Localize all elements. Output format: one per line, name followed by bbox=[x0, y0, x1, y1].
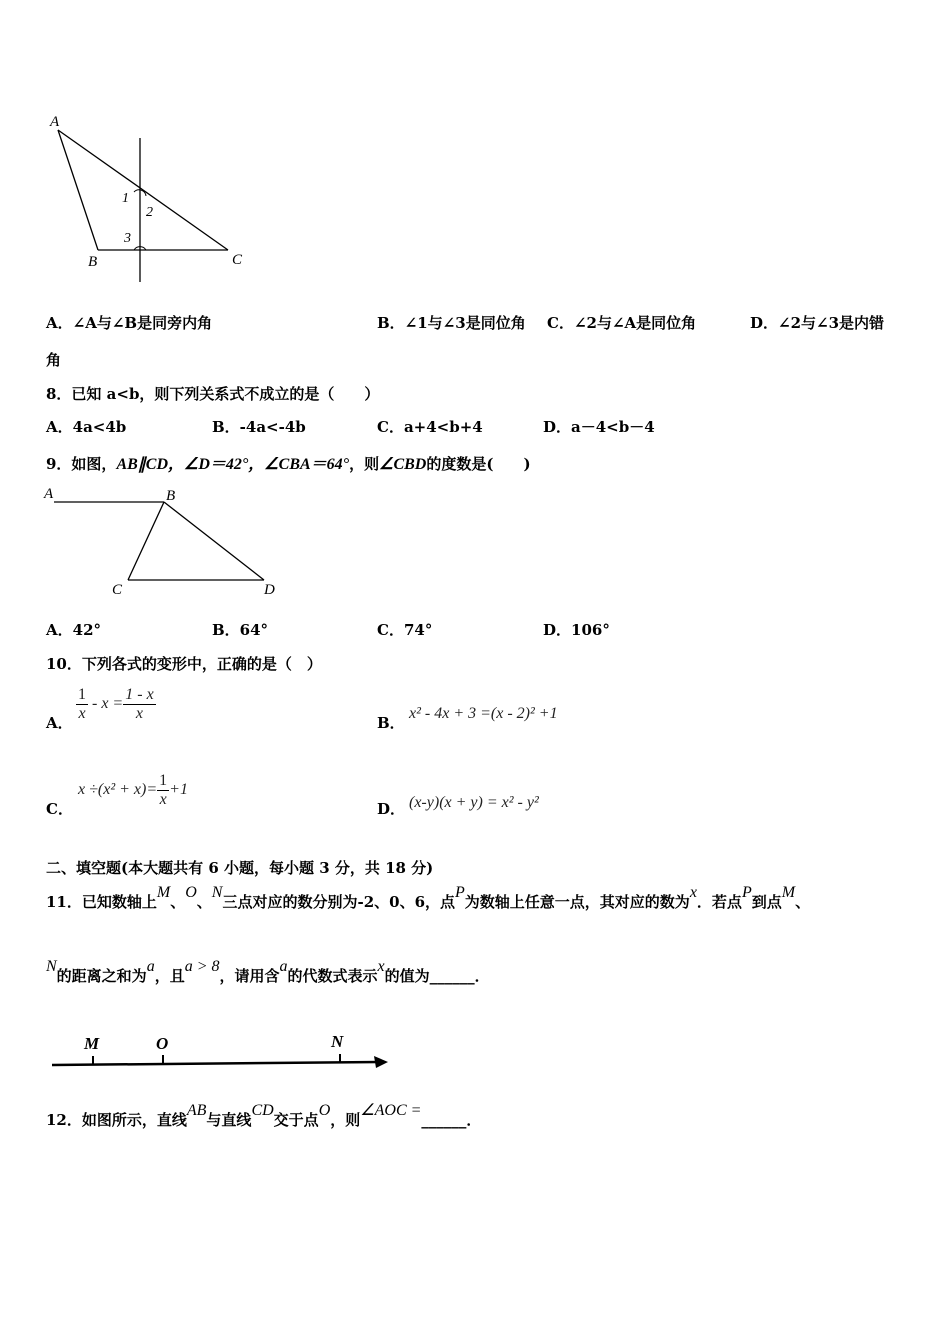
label-b: B bbox=[166, 488, 176, 504]
q11-line-1: 11．已知数轴上M、O、N三点对应的数分别为-2、0、6，点P为数轴上任意一点，其对应的数为x．若点P到点M、 bbox=[46, 884, 811, 911]
q9-option-d: D．106° bbox=[543, 621, 610, 639]
q8-option-a: A．4a<4b bbox=[46, 418, 127, 436]
label-a: A bbox=[44, 486, 54, 502]
section-2-heading: 二、填空题(本大题共有 6 小题，每小题 3 分，共 18 分) bbox=[46, 859, 434, 877]
label-c: C bbox=[232, 252, 243, 268]
q9-stem-condition: AB∥CD，∠D＝42°，∠CBA＝64° bbox=[116, 456, 350, 473]
label-3: 3 bbox=[124, 231, 131, 246]
q10-option-b-label: B． bbox=[377, 714, 405, 732]
q9-option-c: C．74° bbox=[377, 621, 433, 639]
q8-stem: 8．已知 a<b，则下列关系式不成立的是（ ） bbox=[46, 385, 380, 403]
q11-line-2: N的距离之和为a，且a > 8，请用含a的代数式表示x的值为______． bbox=[46, 958, 490, 985]
q7-figure bbox=[40, 110, 260, 285]
segment-ab bbox=[58, 130, 98, 250]
q12-stem: 12．如图所示，直线AB与直线CD交于点O，则∠AOC =______． bbox=[46, 1102, 482, 1129]
q9-stem-pre: 9．如图， bbox=[46, 455, 117, 473]
point-n: N bbox=[211, 884, 223, 901]
q9-option-b: B．64° bbox=[212, 621, 269, 639]
q7-option-d-tail: 角 bbox=[46, 351, 62, 369]
fraction-one-over-x: $\frac{1}{x}$ bbox=[78, 686, 86, 722]
segment-bd bbox=[164, 502, 264, 580]
point-p: P bbox=[741, 884, 752, 901]
q9-stem-angle: ∠CBD bbox=[379, 456, 427, 473]
q10-option-c-expr: x ÷(x² + x)= $\frac{1}{x}$ +1 bbox=[78, 772, 188, 808]
q10-option-b-expr: x² - 4x + 3 =(x - 2)² +1 bbox=[409, 705, 558, 722]
label-a: A bbox=[50, 114, 60, 130]
q7-option-b: B．∠1与∠3是同位角 bbox=[377, 314, 526, 332]
fraction-one-over-x: $\frac{1}{x}$ bbox=[159, 772, 168, 808]
point-m: M bbox=[156, 884, 171, 901]
label-d: D bbox=[264, 582, 275, 598]
label-1: 1 bbox=[122, 191, 129, 206]
q9-stem-mid: ，则 bbox=[349, 455, 380, 473]
line-cd: CD bbox=[251, 1102, 274, 1119]
number-line bbox=[40, 1025, 400, 1075]
point-p: P bbox=[455, 884, 465, 901]
q9-figure bbox=[40, 480, 290, 605]
q9-stem bbox=[46, 451, 531, 474]
fraction-one-minus-x-over-x: $\frac{1 - x}{x}$ bbox=[125, 686, 154, 722]
point-o: O bbox=[318, 1102, 331, 1119]
axis-label-n: N bbox=[331, 1032, 344, 1051]
segment-bc bbox=[128, 502, 164, 580]
label-c: C bbox=[112, 582, 123, 598]
q10-option-d-expr: (x-y)(x + y) = x² - y² bbox=[409, 794, 539, 811]
q9-option-a: A．42° bbox=[46, 621, 102, 639]
q7-option-a: A．∠A与∠B是同旁内角 bbox=[46, 314, 213, 332]
q10-option-a-expr: $\frac{1}{x}$ - x = $\frac{1 - x}{x}$ bbox=[78, 686, 154, 722]
var-x: x bbox=[377, 958, 385, 975]
axis-label-m: M bbox=[84, 1034, 100, 1053]
q9-stem-post: 的度数是( ) bbox=[426, 455, 531, 473]
q7-option-c: C．∠2与∠A是同位角 bbox=[547, 314, 697, 332]
segment-ac bbox=[58, 130, 228, 250]
axis-arrow-icon bbox=[374, 1056, 388, 1068]
point-m: M bbox=[781, 884, 796, 901]
axis-label-o: O bbox=[156, 1034, 169, 1053]
q8-option-d: D．a－4<b－4 bbox=[543, 418, 655, 436]
label-b: B bbox=[88, 254, 98, 270]
var-a: a bbox=[146, 958, 155, 975]
q10-stem: 10．下列各式的变形中，正确的是（ ） bbox=[46, 655, 322, 673]
label-2: 2 bbox=[146, 205, 153, 220]
var-x: x bbox=[689, 884, 697, 901]
q8-option-b: B．-4a<-4b bbox=[212, 418, 306, 436]
q10-option-c-label: C． bbox=[46, 800, 73, 818]
q10-option-d-label: D． bbox=[377, 800, 406, 818]
q10-option-a-label: A． bbox=[46, 714, 73, 732]
point-o: O bbox=[185, 884, 197, 901]
q8-option-c: C．a+4<b+4 bbox=[377, 418, 483, 436]
angle-aoc: ∠AOC = bbox=[360, 1102, 422, 1119]
q7-option-d: D．∠2与∠3是内错 bbox=[750, 314, 885, 332]
condition-a-gt-8: a > 8 bbox=[184, 958, 220, 975]
point-n: N bbox=[46, 958, 57, 975]
line-ab: AB bbox=[186, 1102, 207, 1119]
axis-line bbox=[52, 1062, 380, 1065]
var-a: a bbox=[279, 958, 288, 975]
